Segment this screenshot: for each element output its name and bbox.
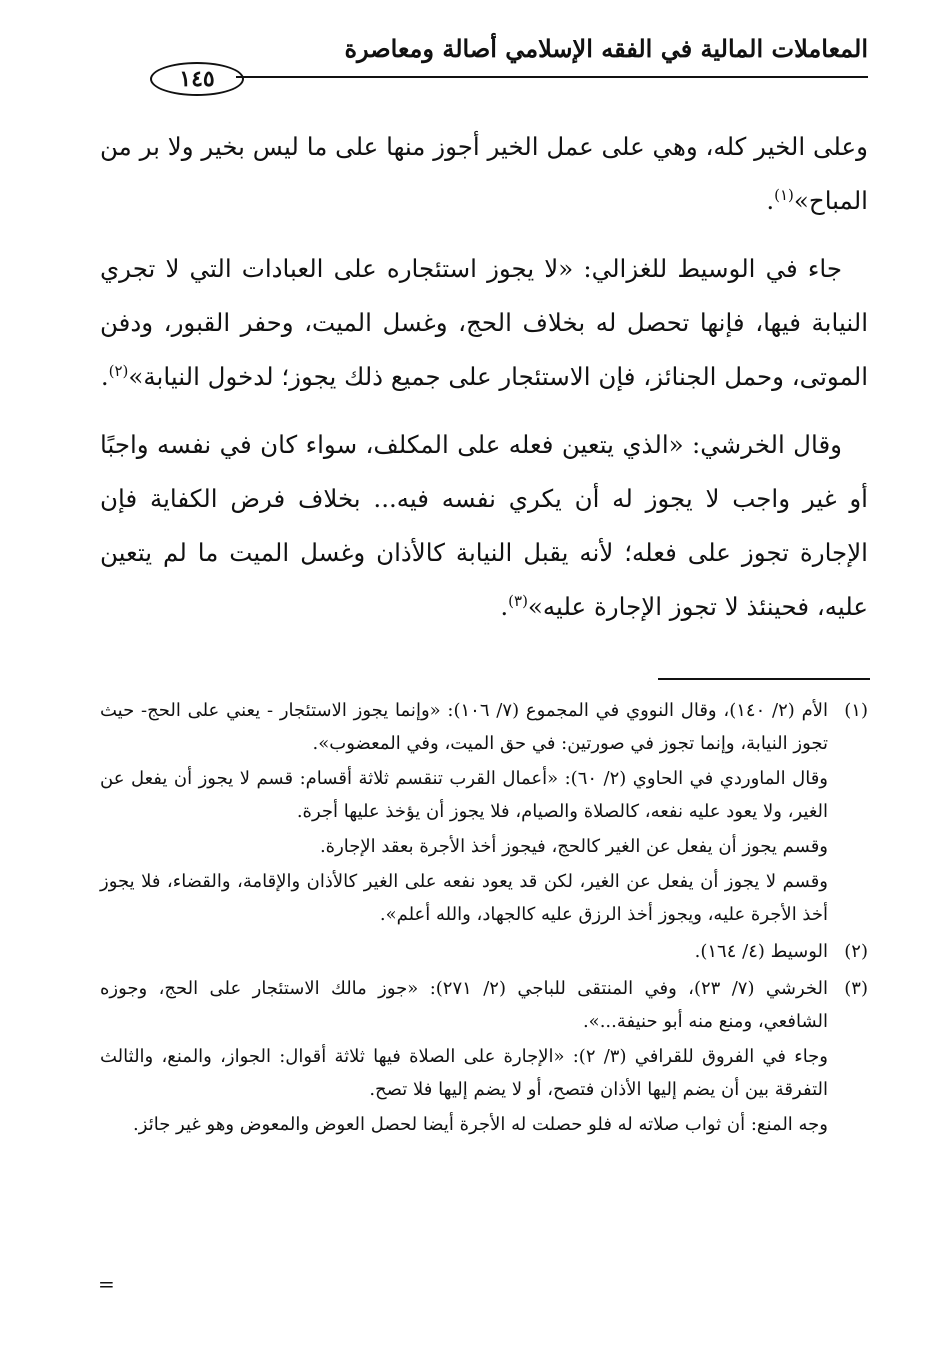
page-number: ١٤٥ <box>150 62 244 96</box>
main-text <box>100 120 868 648</box>
header-rule <box>236 76 868 78</box>
paragraph: وقال الخرشي: «الذي يتعين فعله على المكلف، سواء كان في نفسه واجبًا أو غير واجب لا يجوز له أن يكري نفسه فيه... بخلاف فرض الكفاية فإن الإجارة تجوز على فعله؛ لأنه يقبل النيابة كالأذان وغسل الميت ما لم يتعين عليه، فحينئذ لا تجوز الإجارة عليه»$^{(٣)}$. <box>100 430 868 621</box>
footnote-paragraph: وقسم يجوز أن يفعل عن الغير كالحج، فيجوز أخذ الأجرة بعقد الإجارة. <box>319 836 828 857</box>
footnote-paragraph: الوسيط (٤/ ١٦٤). <box>694 941 828 962</box>
footnote-ref: (١) <box>774 185 794 204</box>
footnote-paragraph: وجاء في الفروق للقرافي (٣/ ٢): «الإجارة على الصلاة فيها ثلاثة أقوال: الجواز، والمنع، والثالث التفرقة بين أن يضم إليها الأذان فتصح، أو لا يضم إليها فلا تصح. <box>100 1046 828 1100</box>
footnote-body <box>100 935 828 970</box>
footnote-body <box>100 694 828 933</box>
footnote-ref: (٣) <box>508 591 528 610</box>
footnote <box>100 694 868 933</box>
running-title: المعاملات المالية في الفقه الإسلامي أصالة ومعاصرة <box>344 34 868 63</box>
footnote-number: (٣) <box>844 978 868 999</box>
continuation-mark: = <box>98 1272 115 1296</box>
footnote-separator <box>658 678 870 680</box>
footnote-paragraph: وقسم لا يجوز أن يفعل عن الغير، لكن قد يعود نفعه على الغير كالأذان والإقامة، والقضاء، فلا يجوز أخذ الأجرة عليه، ويجوز أخذ الرزق عليه كالجهاد، والله أعلم». <box>100 871 828 925</box>
paragraph: جاء في الوسيط للغزالي: «لا يجوز استئجاره على العبادات التي لا تجري النيابة فيها، فإنها تحصل له بخلاف الحج، وغسل الميت، وحفر القبور، ودفن الموتى، وحمل الجنائز، فإن الاستئجار على جميع ذلك يجوز؛ لدخول النيابة»$^{(٢)}$. <box>100 254 868 391</box>
footnote <box>100 972 868 1143</box>
footnote-number: (١) <box>844 700 868 721</box>
footnote-body <box>100 972 828 1143</box>
footnote-paragraph: الخرشي (٧/ ٢٣)، وفي المنتقى للباجي (٢/ ٢٧١): «جوز مالك الاستئجار على الحج، وجوزه الشافعي، ومنع منه أبو حنيفة...». <box>100 978 828 1032</box>
paragraph: وعلى الخير كله، وهي على عمل الخير أجوز منها على ما ليس بخير ولا بر من المباح»$^{(١)}$. <box>100 132 868 215</box>
footnote-paragraph: وقال الماوردي في الحاوي (٢/ ٦٠): «أعمال القرب تنقسم ثلاثة أقسام: قسم لا يجوز أن يفعل عن الغير، ولا يعود عليه نفعه، كالصلاة والصيام، فلا يجوز أن يؤخذ عليها أجرة. <box>100 768 828 822</box>
footnote-paragraph: وجه المنع: أن ثواب صلاته له فلو حصلت له الأجرة أيضا لحصل العوض والمعوض وهو غير جائز. <box>133 1114 828 1135</box>
footnote-paragraph: الأم (٢/ ١٤٠)، وقال النووي في المجموع (٧/ ١٠٦): «وإنما يجوز الاستئجار - يعني على الحج- حيث تجوز النيابة، وإنما تجوز في صورتين: في حق الميت، وفي المعضوب». <box>100 700 829 754</box>
footnote-ref: (٢) <box>108 361 129 380</box>
footnotes <box>100 694 868 1145</box>
footnote <box>100 935 868 970</box>
footnote-number: (٢) <box>844 941 868 962</box>
